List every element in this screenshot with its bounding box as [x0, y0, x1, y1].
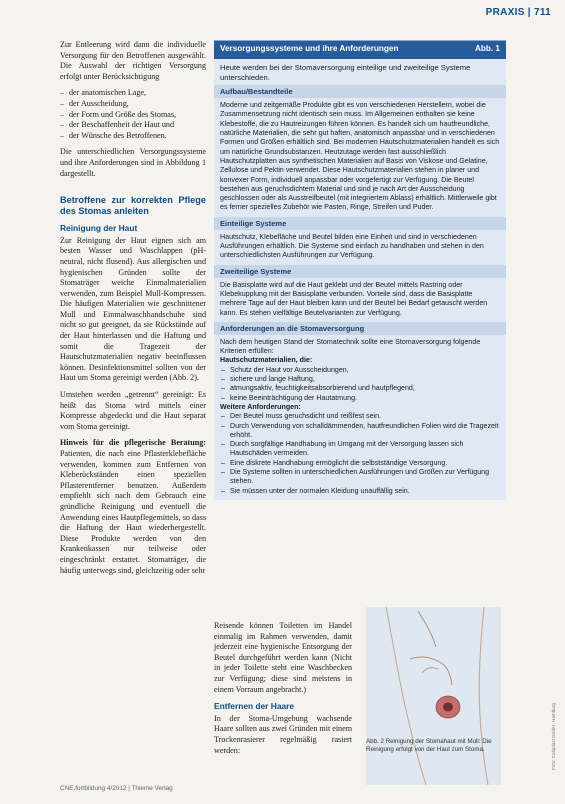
list-item: – atmungsaktiv, feuchtigkeitsabsorbierend und hautpflegend, [230, 384, 500, 393]
requirements-subheading: Hautschutzmaterialien, die: [220, 356, 313, 365]
criteria-list [60, 88, 206, 141]
list-item: – Schutz der Haut vor Ausscheidungen, [230, 366, 500, 375]
requirements-list-2 [220, 412, 500, 496]
middle-column [214, 621, 352, 762]
list-item: – der Ausscheidung, [69, 99, 206, 110]
list-item: – sichere und lange Haftung, [230, 375, 500, 384]
intro-paragraph: Zur Entleerung wird dann die individuelle Versorgung für den Betroffenen ausgewählt. Die Auswahl der richtigen Versorgung erfolgt unter Berücksichtigung [60, 40, 206, 81]
list-item: – Sie müssen unter der normalen Kleidung unauffällig sein. [230, 487, 500, 496]
list-item: – der Form und Größe des Stomas, [69, 110, 206, 121]
cleaning-paragraph-2: Umstehen werden „getrennt“ gereinigt: Es heißt das Stoma wird mittels einer Kompresse abgedeckt und die Haut separat vom Stoma gereinigt. [60, 390, 206, 431]
cleaning-paragraph: Zur Reinigung der Haut eignen sich am besten Wasser und Waschlappen (pH-neutral, nicht flusend). Aus allergischen und hygienischen Gründen sollte der Stomaträger weiche Einmalmaterialien verwenden, zum Beispiel Mull-Kompressen. Die häufigen Materialien wie geschnittener Mull und Einmalwaschhandschuhe sind nicht so gut geeignet, da sie Rückstände auf der Haut hinterlassen und die Haftung und somit die Tragezeit der Hautschutzmaterialien negativ beeinflussen können. Desinfektionsmittel sollten von der Haut um Stoma gereinigt werden (Abb. 2). [60, 235, 206, 383]
list-item: – der Beschaffenheit der Haut und [69, 120, 206, 131]
box-section-title: Anforderungen an die Stomaversorgung [214, 322, 506, 335]
list-item: – Durch Verwendung von schalldämmenden, hautfreundlichen Folien wird die Tragezeit erhöht. [230, 422, 500, 441]
requirements-list [220, 366, 500, 403]
box-title-text: Versorgungssysteme und ihre Anforderungen [220, 44, 399, 53]
list-item: – der anatomischen Lage, [69, 88, 206, 99]
box-section-text: Die Basisplatte wird auf die Haut geklebt und der Beutel mittels Rastring oder Klebekupplung mit der Basisplatte verbunden. Vorteile sind, dass die Basisplatte mehrere Tage auf der Haut bleiben kann und der Beutel bei Bedarf getauscht werden kann. Es stehen vielfältige Beutelvarianten zur Verfügung. [220, 280, 488, 317]
requirements-intro: Nach dem heutigen Stand der Stomatechnik sollte eine Stomaversorgung folgende Kriterien erfüllen: [220, 337, 481, 356]
box-figure-ref: Abb. 1 [474, 44, 500, 53]
subsection-heading: Entfernen der Haare [214, 701, 295, 712]
note-paragraph [60, 438, 206, 576]
list-item: – Die Systeme sollten in unterschiedlichen Ausführungen und Größen zur Verfügung stehen. [230, 468, 500, 487]
box-section-text [214, 335, 506, 500]
box-title [214, 41, 506, 59]
box-section-text: Moderne und zeitgemäße Produkte gibt es von verschiedenen Herstellern, wobei die Zusammensetzung nicht identisch sein muss. Im Allgemeinen enthalten sie keine Klebestoffe, die zu Hautreizungen führen können. Es handelt sich um hautfreundliche, natürliche Materialien, die sehr gut haften, anatomisch anpassbar und in verschiedenen Formen und Größen erhältlich sind. Bei modernen Hautschutzmaterialien handelt es sich um natürliche Grundsubstanzen. Heutzutage werden fast ausschließlich Hautschutzplatten aus synthetischen Materialien auf Basis von Viskose und Gelatine, Zellulose und Pektin verwendet. Diese Hautschutzmaterialien stehen in planer und konvexer Form, individuell anpassbar oder vorgefertigt zur Verfügung. Die Beutel bestehen aus geruchsdichtem Material und sind je nach Art der Ausscheidung geschlossen oder als Ausstreifbeutel (mit integriertem Ablass) erhältlich. Mittlerweile gibt es ferner spezielles Zubehör wie Pasten, Ringe, Streifen und Puder. [220, 101, 500, 212]
figure-caption: Abb. 2 Reinigung der Stomahaut mit Mull: Die Reinigung erfolgt von der Haut zum Stoma. [366, 738, 492, 753]
box-intro: Heute werden bei der Stomaversorgung einteilige und zweiteilige Systeme unterschieden. [220, 63, 471, 82]
info-box [214, 40, 506, 500]
hair-paragraph: In der Stoma-Umgebung wachsende Haare sollten aus zwei Gründen mit einem Trockenrasierer regelmäßig rasiert werden: [214, 713, 352, 755]
after-list-paragraph: Die unterschiedlichen Versorgungssysteme und ihre Anforderungen sind in Abbildung 1 dargestellt. [60, 147, 206, 178]
list-item: – Eine diskrete Handhabung ermöglicht die selbstständige Versorgung. [230, 459, 500, 468]
running-head: PRAXIS | 711 [485, 7, 551, 18]
note-heading: Hinweis für die pflegerische Beratung: [60, 438, 206, 448]
list-item: – der Wünsche des Betroffenen. [69, 131, 206, 142]
travel-paragraph: Reisende können Toiletten im Handel einmalig im Rahmen verwenden, damit jederzeit eine hygienische Entsorgung der Beutel durchgeführt werden kann (Nicht in jeder Toilette steht eine Waschbecken zur Verfügung; diese sind meistens in einem Vorraum angebracht.) [214, 621, 352, 694]
list-item: – Der Beutel muss geruchsdicht und reißfest sein. [230, 412, 500, 421]
box-section-title: Einteilige Systeme [214, 217, 506, 230]
note-text: Patienten, die nach eine Pflasterklebefläche verwenden, kommen zum Entfernen von Kleberückständen einen speziellen Pflasterentferner benutzen. Außerdem empfiehlt sich nach dem Gebrauch eine gründliche Reinigung und eventuell die Anwendung eines Hautpflegemittels, so dass die Haftung der Haut wiederhergestellt. Diese Produkte werden von den Krankenkassen nur teilweise oder eingeschränkt erstattet. Stomaträger, die häufig unterwegs sind, gleichzeitig oder sehr [60, 449, 206, 575]
requirements-subheading: Weitere Anforderungen: [220, 402, 301, 411]
illustration-drawing [366, 607, 501, 785]
box-section-text: Hautschutz, Klebefläche und Beutel bilden eine Einheit und sind in verschiedenen Ausführungen erhältlich. Die Systeme sind einfach zu handhaben und stehen in den unterschiedlichsten Ausführungen zur Verfügung. [220, 232, 484, 260]
list-item: – Durch sorgfältige Handhabung im Umgang mit der Versorgung lassen sich Hautschäden vermeiden. [230, 440, 500, 459]
section-heading: Betroffene zur korrekten Pflege des Stomas anleiten [60, 195, 206, 217]
page-footer: CNE.fortbildung 4/2012 | Thieme Verlag [60, 785, 173, 792]
page-header [0, 0, 565, 26]
box-section-title: Aufbau/Bestandteile [214, 85, 506, 98]
left-column [60, 40, 206, 582]
list-item: – keine Beeinträchtigung der Hautatmung. [230, 394, 500, 403]
stoma-illustration [366, 607, 501, 785]
image-credit: Foto: Coloplast GmbH, Hamburg [551, 703, 556, 770]
subsection-heading: Reinigung der Haut [60, 223, 138, 234]
box-section-title: Zweiteilige Systeme [214, 265, 506, 278]
